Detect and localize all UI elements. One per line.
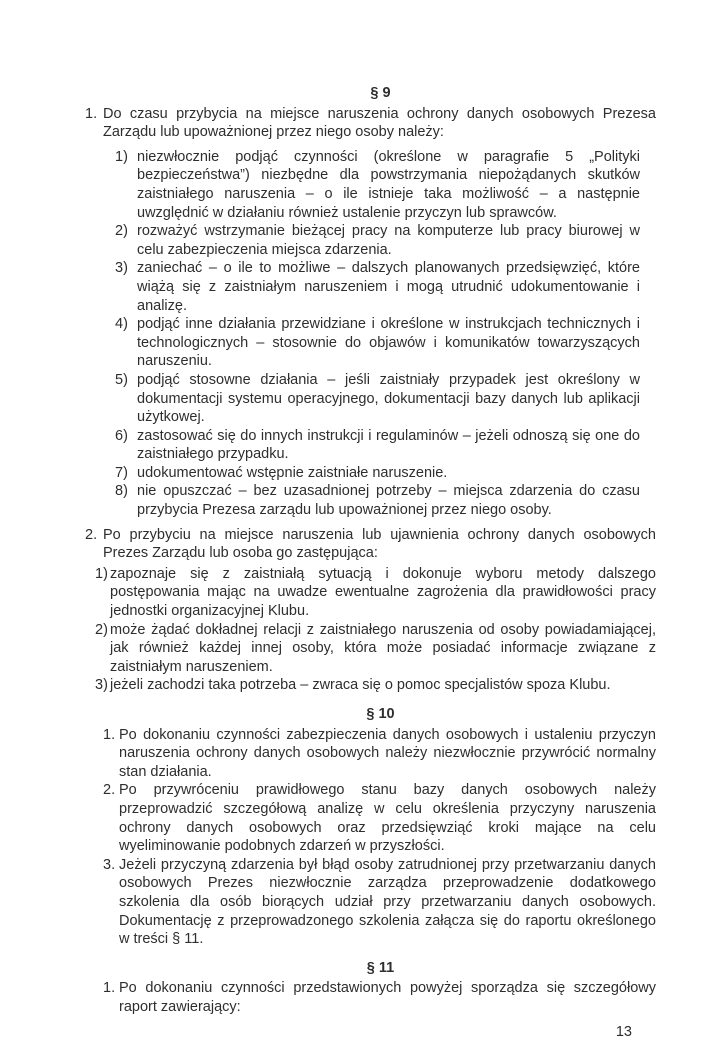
item-text: Po przybyciu na miejsce naruszenia lub ujawnienia ochrony danych osobowych Prezes Zarządu lub osoba go zastępująca: bbox=[103, 526, 656, 563]
document-body bbox=[85, 84, 656, 1017]
item-text: Po dokonaniu czynności zabezpieczenia danych osobowych i ustaleniu przyczyn naruszenia ochrony danych osobowych należy niezwłocznie przywrócić normalny stan działania. bbox=[119, 726, 656, 782]
page-number: 13 bbox=[85, 1023, 656, 1041]
section-items bbox=[85, 979, 656, 1016]
item-number: 3. bbox=[103, 856, 119, 949]
sub-list-item bbox=[115, 427, 640, 464]
document-section bbox=[85, 959, 656, 1017]
section-items bbox=[85, 726, 656, 949]
subitem-text: zaniechać – o ile to możliwe – dalszych planowanych przedsięwzięć, które wiążą się z zaistniałym naruszeniem i mogą utrudnić udokumentowanie i analizę. bbox=[137, 259, 640, 315]
item-text: Do czasu przybycia na miejsce naruszenia ochrony danych osobowych Prezesa Zarządu lub upoważnionej przez niego osoby należy: bbox=[103, 105, 656, 142]
subitem-text: zapoznaje się z zaistniałą sytuacją i dokonuje wyboru metody dalszego postępowania mając na uwadze ewentualne zagrożenia dla prawidłowości pracy jednostki organizacyjnej Klubu. bbox=[110, 565, 656, 621]
list-item bbox=[85, 726, 656, 782]
document-section bbox=[85, 705, 656, 949]
subitem-number: 5) bbox=[115, 371, 137, 427]
sub-list-item bbox=[115, 222, 640, 259]
subitem-number: 4) bbox=[115, 315, 137, 371]
sub-list bbox=[115, 148, 640, 520]
list-item bbox=[85, 856, 656, 949]
subitem-number: 2) bbox=[115, 222, 137, 259]
sub-list-item bbox=[95, 565, 656, 621]
subitem-text: może żądać dokładnej relacji z zaistniałego naruszenia od osoby powiadamiającej, jak również każdej innej osoby, która może posiadać informacje związane z zaistniałym naruszeniem. bbox=[110, 621, 656, 677]
sub-list-item bbox=[95, 676, 656, 695]
subitem-number: 3) bbox=[115, 259, 137, 315]
subitem-number: 1) bbox=[115, 148, 137, 222]
sub-list-item bbox=[115, 371, 640, 427]
sub-list bbox=[95, 565, 656, 695]
list-item bbox=[85, 526, 656, 695]
list-item bbox=[85, 781, 656, 855]
subitem-number: 6) bbox=[115, 427, 137, 464]
subitem-text: niezwłocznie podjąć czynności (określone w paragrafie 5 „Polityki bezpieczeństwa”) niezbędne dla powstrzymania niepożądanych skutków zaistniałego naruszenia – o ile istnieje taka możliwość – a następnie uwzględnić w działaniu również ustalenie przyczyn lub sprawców. bbox=[137, 148, 640, 222]
subitem-text: zastosować się do innych instrukcji i regulaminów – jeżeli odnoszą się one do zaistniałego przypadku. bbox=[137, 427, 640, 464]
subitem-text: jeżeli zachodzi taka potrzeba – zwraca się o pomoc specjalistów spoza Klubu. bbox=[110, 676, 656, 695]
sub-list-item bbox=[115, 482, 640, 519]
document-section bbox=[85, 84, 656, 695]
item-number: 2. bbox=[103, 781, 119, 855]
sub-list-item bbox=[115, 315, 640, 371]
subitem-text: podjąć inne działania przewidziane i określone w instrukcjach technicznych i technologicznych – stosownie do objawów i komunikatów towarzyszących naruszeniu. bbox=[137, 315, 640, 371]
sub-list-item bbox=[115, 148, 640, 222]
item-number: 2. bbox=[85, 526, 103, 563]
list-item bbox=[85, 105, 656, 520]
list-item bbox=[85, 979, 656, 1016]
item-text: Po przywróceniu prawidłowego stanu bazy danych osobowych należy przeprowadzić szczegółową analizę w celu określenia przyczyny naruszenia ochrony danych osobowych oraz przedsięwziąć kroki mające na celu wyeliminowanie podobnych zdarzeń w przyszłości. bbox=[119, 781, 656, 855]
subitem-text: nie opuszczać – bez uzasadnionej potrzeby – miejsca zdarzenia do czasu przybycia Prezesa zarządu lub upoważnionej przez niego osoby. bbox=[137, 482, 640, 519]
subitem-number: 1) bbox=[95, 565, 110, 621]
subitem-text: rozważyć wstrzymanie bieżącej pracy na komputerze lub pracy biurowej w celu zabezpieczenia miejsca zdarzenia. bbox=[137, 222, 640, 259]
section-heading: § 10 bbox=[85, 705, 656, 724]
section-heading: § 11 bbox=[85, 959, 656, 978]
item-text: Po dokonaniu czynności przedstawionych powyżej sporządza się szczegółowy raport zawierający: bbox=[119, 979, 656, 1016]
section-items bbox=[85, 105, 656, 695]
section-heading: § 9 bbox=[85, 84, 656, 103]
item-text: Jeżeli przyczyną zdarzenia był błąd osoby zatrudnionej przy przetwarzaniu danych osobowych Prezes niezwłocznie zarządza przeprowadzenie dodatkowego szkolenia dla osób biorących udział przy przetwarzaniu danych osobowych. Dokumentację z przeprowadzonego szkolenia załącza się do raportu określonego w treści § 11. bbox=[119, 856, 656, 949]
subitem-text: udokumentować wstępnie zaistniałe naruszenie. bbox=[137, 464, 640, 483]
item-number: 1. bbox=[103, 979, 119, 1016]
subitem-number: 2) bbox=[95, 621, 110, 677]
subitem-text: podjąć stosowne działania – jeśli zaistniały przypadek jest określony w dokumentacji systemu operacyjnego, dokumentacji bazy danych lub aplikacji użytkowej. bbox=[137, 371, 640, 427]
sub-list-item bbox=[115, 259, 640, 315]
sub-list-item bbox=[115, 464, 640, 483]
sub-list-item bbox=[95, 621, 656, 677]
item-number: 1. bbox=[85, 105, 103, 142]
subitem-number: 8) bbox=[115, 482, 137, 519]
item-number: 1. bbox=[103, 726, 119, 782]
subitem-number: 3) bbox=[95, 676, 110, 695]
subitem-number: 7) bbox=[115, 464, 137, 483]
